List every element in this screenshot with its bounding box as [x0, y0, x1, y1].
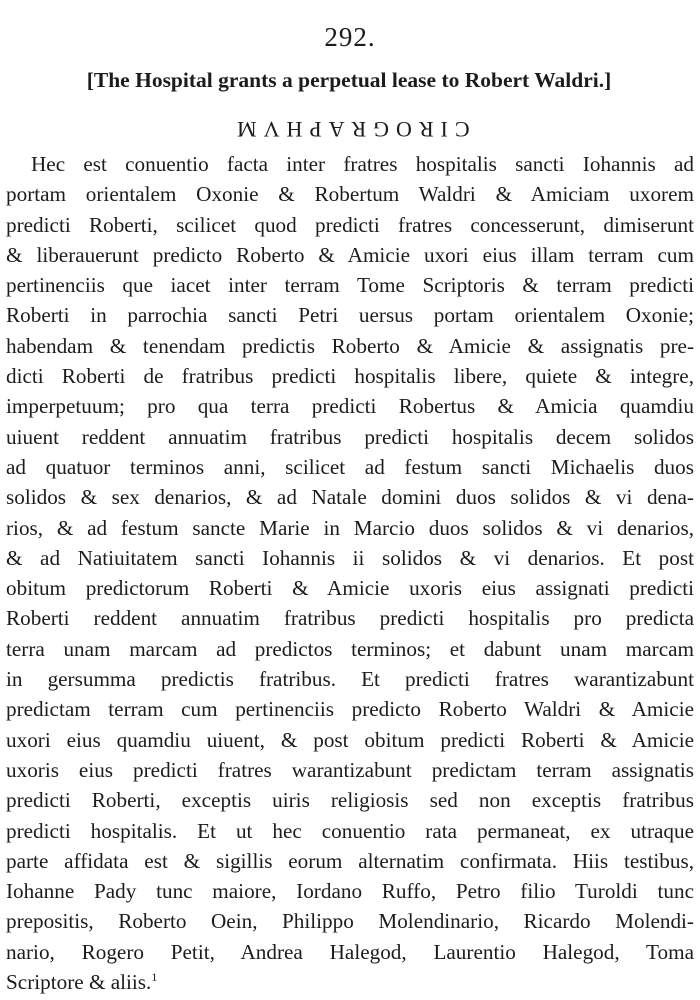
- text-line: terra unam marcam ad predictos terminos; et dabunt unam marcam: [6, 636, 694, 661]
- text-line: & liberauerunt predicto Roberto & Amicie uxori eius illam terram cum: [6, 242, 694, 267]
- text-line: solidos & sex denarios, & ad Natale domini duos solidos & vi dena-: [6, 485, 694, 510]
- text-line: Iohanne Pady tunc maiore, Iordano Ruffo, Petro filio Turoldi tunc: [6, 879, 694, 904]
- page-number: 292.: [324, 22, 376, 52]
- text-line: rios, & ad festum sancte Marie in Marcio duos solidos & vi denarios,: [6, 515, 694, 540]
- text-line: nario, Rogero Petit, Andrea Halegod, Laurentio Halegod, Toma: [6, 939, 694, 964]
- text-line: portam orientalem Oxonie & Robertum Waldri & Amiciam uxorem: [6, 182, 694, 207]
- text-line: predicti hospitalis. Et ut hec conuentio rata permaneat, ex utraque: [6, 818, 694, 843]
- text-line: predicti Roberti, scilicet quod predicti fratres concesserunt, dimiserunt: [6, 212, 694, 237]
- document-heading: [The Hospital grants a perpetual lease to Robert Waldri.]: [86, 68, 612, 92]
- text-line-final: Scriptore & aliis.: [6, 970, 152, 995]
- text-line: prepositis, Roberto Oein, Philippo Molendinario, Ricardo Molendi-: [6, 909, 694, 934]
- text-line: ad quatuor terminos anni, scilicet ad festum sancti Michaelis duos: [6, 454, 694, 479]
- text-line: habendam & tenendam predictis Roberto & Amicie & assignatis pre-: [6, 333, 694, 358]
- text-line: uxori eius quamdiu uiuent, & post obitum predicti Roberti & Amicie: [6, 727, 694, 752]
- text-line: Roberti reddent annuatim fratribus predicti hospitalis pro predicta: [6, 606, 694, 631]
- text-line: obitum predictorum Roberti & Amicie uxoris eius assignati predicti: [6, 576, 694, 601]
- text-line: Roberti in parrochia sancti Petri uersus portam orientalem Oxonie;: [6, 303, 694, 328]
- charter-body: [6, 149, 694, 997]
- text-line: dicti Roberti de fratribus predicti hospitalis libere, quiete & integre,: [6, 364, 694, 389]
- chirograph-inverted-text: CIROGRAPHVM: [230, 117, 470, 142]
- text-line: imperpetuum; pro qua terra predicti Robertus & Amicia quamdiu: [6, 394, 694, 419]
- text-line: predicti Roberti, exceptis uiris religiosis sed non exceptis fratribus: [6, 788, 694, 813]
- text-line: predictam terram cum pertinenciis predicto Roberto Waldri & Amicie: [6, 697, 694, 722]
- text-line-last: [6, 967, 694, 997]
- text-line: & ad Natiuitatem sancti Iohannis ii solidos & vi denarios. Et post: [6, 545, 694, 570]
- text-line: parte affidata est & sigillis eorum alternatim confirmata. Hiis testibus,: [6, 848, 694, 873]
- text-line: in gersumma predictis fratribus. Et predicti fratres warantizabunt: [6, 667, 694, 692]
- text-line: uiuent reddent annuatim fratribus predicti hospitalis decem solidos: [6, 424, 694, 449]
- footnote-marker[interactable]: 1: [151, 969, 158, 984]
- text-line: pertinenciis que iacet inter terram Tome Scriptoris & terram predicti: [6, 273, 694, 298]
- chirograph-label: [0, 116, 700, 142]
- text-line: Hec est conuentio facta inter fratres hospitalis sancti Iohannis ad: [31, 152, 694, 176]
- text-line: uxoris eius predicti fratres warantizabunt predictam terram assignatis: [6, 757, 694, 782]
